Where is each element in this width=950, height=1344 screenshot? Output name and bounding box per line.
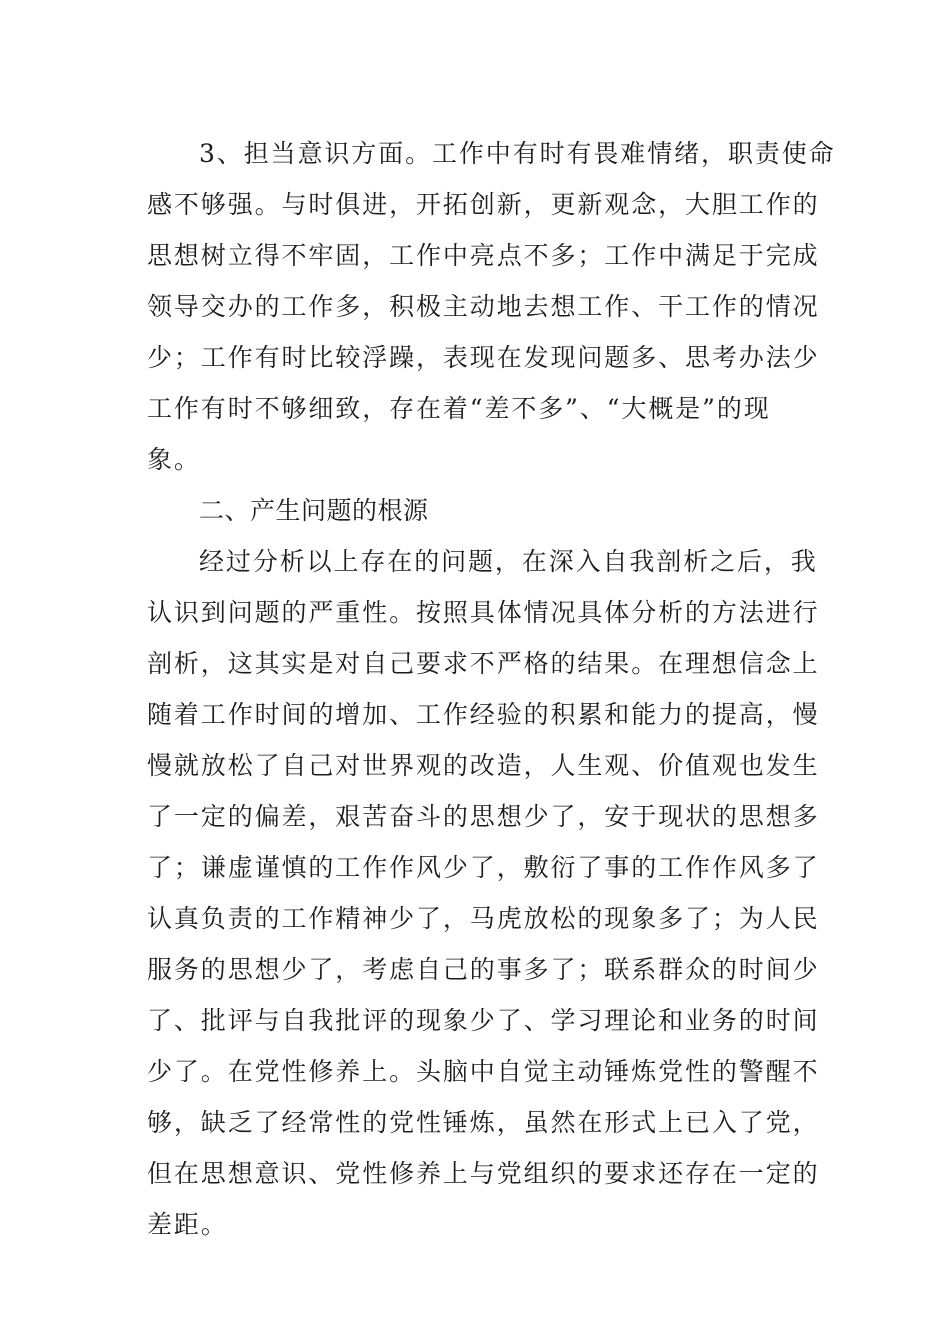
section-3-line-5: 少；工作有时比较浮躁，表现在发现问题多、思考办法少 xyxy=(147,343,820,372)
body-line-2: 认识到问题的严重性。按照具体情况具体分析的方法进行 xyxy=(147,598,820,627)
body-line-4: 随着工作时间的增加、工作经验的积累和能力的提高，慢 xyxy=(147,700,820,729)
body-line-1: 经过分析以上存在的问题，在深入自我剖析之后，我 xyxy=(199,547,818,576)
body-line-12: 够，缺乏了经常性的党性锤炼，虽然在形式上已入了党， xyxy=(147,1108,820,1137)
body-line-9: 服务的思想少了，考虑自己的事多了；联系群众的时间少 xyxy=(147,955,820,984)
body-line-10: 了、批评与自我批评的现象少了、学习理论和业务的时间 xyxy=(147,1006,820,1035)
body-line-6: 了一定的偏差，艰苦奋斗的思想少了，安于现状的思想多 xyxy=(147,802,820,831)
body-line-8: 认真负责的工作精神少了，马虎放松的现象多了；为人民 xyxy=(147,904,820,933)
section-heading-root-causes: 二、产生问题的根源 xyxy=(199,496,429,525)
section-3-line-4: 领导交办的工作多，积极主动地去想工作、干工作的情况 xyxy=(147,292,820,321)
body-line-14: 差距。 xyxy=(147,1210,228,1239)
body-line-5: 慢就放松了自己对世界观的改造，人生观、价值观也发生 xyxy=(147,751,820,780)
body-line-11: 少了。在党性修养上。头脑中自觉主动锤炼党性的警醒不 xyxy=(147,1057,820,1086)
document-body xyxy=(147,128,836,1250)
section-3-line-2: 感不够强。与时俱进，开拓创新，更新观念，大胆工作的 xyxy=(147,190,820,219)
section-3-line-1: 3、担当意识方面。工作中有时有畏难情绪，职责使命 xyxy=(199,139,836,168)
body-line-7: 了；谦虚谨慎的工作作风少了，敷衍了事的工作作风多了 xyxy=(147,853,820,882)
section-3-line-7: 象。 xyxy=(147,445,201,474)
body-line-3: 剖析，这其实是对自己要求不严格的结果。在理想信念上 xyxy=(147,649,820,678)
section-3-line-6: 工作有时不够细致，存在着“差不多”、“大概是”的现 xyxy=(147,394,771,423)
section-3-line-3: 思想树立得不牢固，工作中亮点不多；工作中满足于完成 xyxy=(147,241,820,270)
body-line-13: 但在思想意识、党性修养上与党组织的要求还存在一定的 xyxy=(147,1159,820,1188)
